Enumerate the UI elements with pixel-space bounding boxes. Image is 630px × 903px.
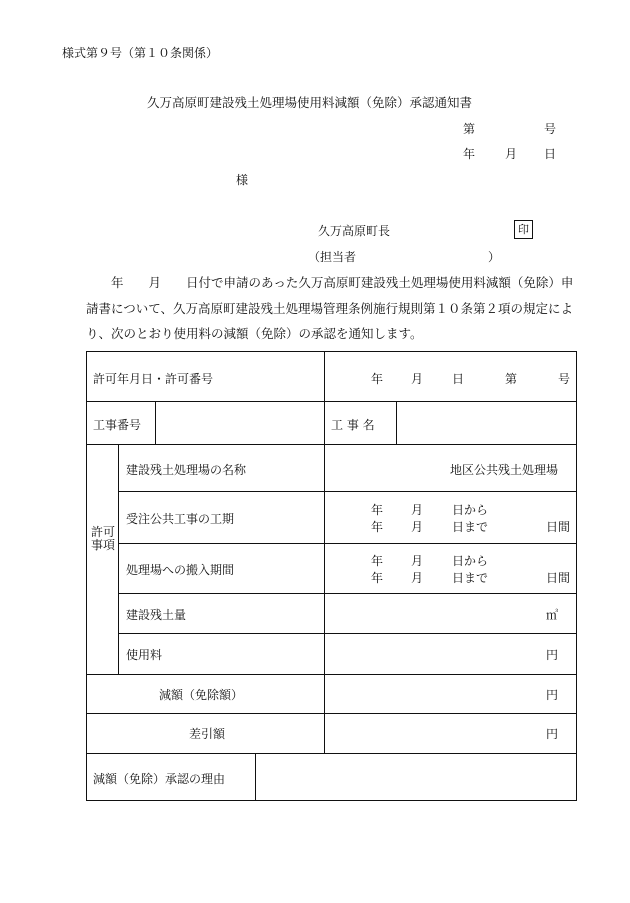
column-divider — [118, 444, 119, 674]
row-divider — [118, 593, 577, 594]
transport-start-day: 日から — [452, 554, 489, 568]
transport-start-month: 月 — [411, 554, 424, 568]
permit-date-label: 許可年月日・許可番号 — [93, 372, 214, 386]
reduction-label: 減額（免除額） — [159, 688, 244, 702]
period-days: 日間 — [546, 520, 571, 534]
row-divider — [118, 633, 577, 634]
number-suffix: 号 — [544, 122, 557, 136]
row-divider — [86, 753, 577, 754]
row-divider — [118, 491, 577, 492]
transport-end-month: 月 — [411, 571, 424, 585]
table-border — [86, 351, 577, 352]
approval-table — [86, 351, 577, 801]
approval-reason-label: 減額（免除）承認の理由 — [93, 772, 226, 786]
period-end-day: 日まで — [452, 520, 489, 534]
column-divider — [324, 351, 325, 753]
transport-end-year: 年 — [371, 571, 384, 585]
form-number: 様式第９号（第１０条関係） — [62, 46, 219, 60]
construction-period-label: 受注公共工事の工期 — [126, 512, 235, 526]
period-start-month: 月 — [411, 503, 424, 517]
table-border — [86, 351, 87, 801]
period-start-year: 年 — [371, 503, 384, 517]
soil-volume-label: 建設残土量 — [126, 608, 187, 622]
permit-month: 月 — [411, 372, 424, 386]
period-end-year: 年 — [371, 520, 384, 534]
permit-number-prefix: 第 — [505, 372, 518, 386]
difference-label: 差引額 — [189, 727, 226, 741]
soil-volume-unit: ㎥ — [546, 608, 559, 622]
body-paragraph: 年 月 日付で申請のあった久万高原町建設残土処理場使用料減額（免除）申請書について、久万高原町建設残土処理場管理条例施行規則第１０条第２項の規定により、次のとおり使用料の減額（免除）の承認を通知します。 — [86, 275, 574, 341]
column-divider — [396, 401, 397, 444]
number-prefix: 第 — [463, 122, 476, 136]
column-divider — [255, 753, 256, 801]
addressee-suffix: 様 — [236, 173, 249, 187]
work-number-label: 工事番号 — [93, 418, 142, 432]
period-end-month: 月 — [411, 520, 424, 534]
document-title: 久万高原町建設残土処理場使用料減額（免除）承認通知書 — [147, 95, 473, 110]
fee-label: 使用料 — [126, 648, 163, 662]
issuer-name: 久万高原町長 — [318, 224, 391, 238]
date-day: 日 — [544, 147, 557, 161]
permit-items-label: 許可事項 — [90, 525, 115, 552]
reduction-unit: 円 — [546, 688, 559, 702]
site-name-value: 地区公共残土処理場 — [450, 463, 559, 477]
table-border — [86, 800, 577, 801]
seal-mark: 印 — [514, 220, 533, 239]
row-divider — [86, 401, 577, 402]
row-divider — [86, 713, 577, 714]
row-divider — [118, 543, 577, 544]
period-start-day: 日から — [452, 503, 489, 517]
table-border — [576, 351, 577, 801]
fee-unit: 円 — [546, 648, 559, 662]
transport-end-day: 日まで — [452, 571, 489, 585]
permit-day: 日 — [452, 372, 465, 386]
permit-number-suffix: 号 — [558, 372, 571, 386]
row-divider — [86, 444, 577, 445]
date-year: 年 — [463, 147, 476, 161]
contact-person-close: ） — [488, 250, 501, 264]
contact-person-open: （担当者 — [308, 250, 357, 264]
transport-period-label: 処理場への搬入期間 — [126, 563, 235, 577]
site-name-label: 建設残土処理場の名称 — [126, 463, 247, 477]
transport-days: 日間 — [546, 571, 571, 585]
row-divider — [86, 674, 577, 675]
transport-start-year: 年 — [371, 554, 384, 568]
permit-year: 年 — [371, 372, 384, 386]
work-name-label: 工 事 名 — [331, 418, 375, 432]
column-divider — [155, 401, 156, 444]
date-month: 月 — [505, 147, 518, 161]
difference-unit: 円 — [546, 727, 559, 741]
